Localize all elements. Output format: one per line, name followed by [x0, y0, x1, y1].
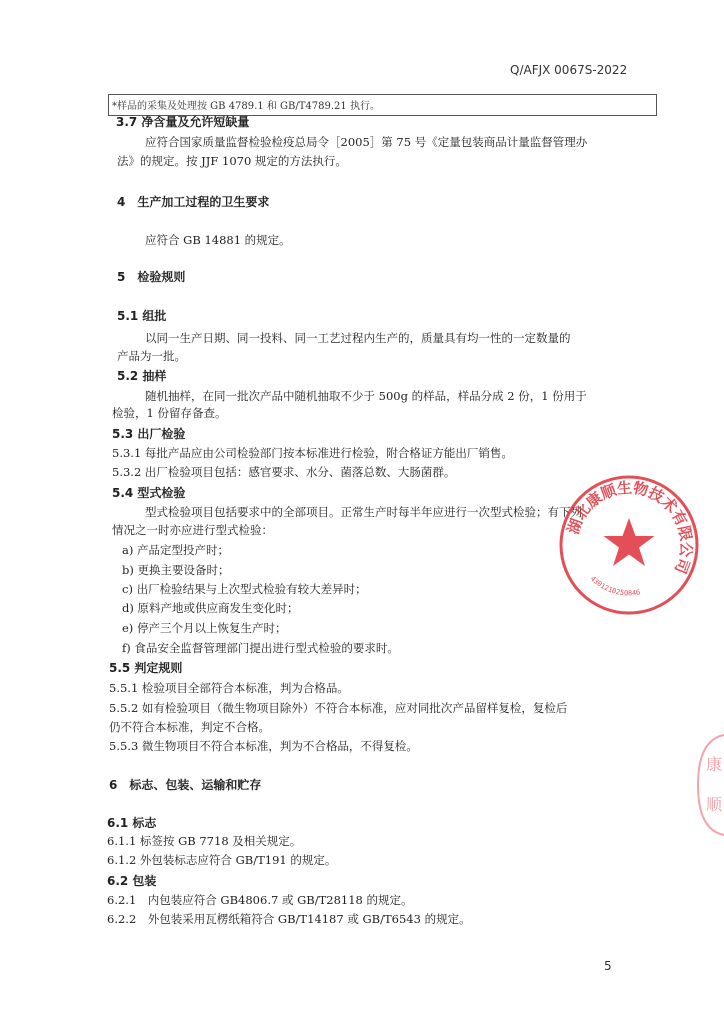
- section-5-4-para-line2: 情况之一时亦应进行型式检验：: [112, 523, 273, 537]
- section-5-2-para-line2: 检验，1 份留存备查。: [112, 406, 227, 420]
- section-5-4-para-line1: 型式检验项目包括要求中的全部项目。正常生产时每半年应进行一次型式检验；有下列: [145, 505, 582, 519]
- section-5-2-title: 5.2 抽样: [117, 369, 167, 383]
- section-6-2-1: 6.2.1 内包装应符合 GB4806.7 或 GB/T28118 的规定。: [107, 893, 413, 907]
- seal-ring-text: 湖北康顺生物技术有限公司: [564, 478, 696, 577]
- section-6-2-title: 6.2 包装: [107, 874, 157, 888]
- section-6-2-2: 6.2.2 外包装采用瓦楞纸箱符合 GB/T14187 或 GB/T6543 的规定。: [107, 912, 471, 926]
- section-5-5-1: 5.5.1 检验项目全部符合本标准，判为合格品。: [109, 681, 349, 695]
- section-5-4-item-a: a) 产品定型投产时；: [122, 543, 229, 557]
- section-5-3-1: 5.3.1 每批产品应由公司检验部门按本标准进行检验，附合格证方能出厂销售。: [112, 446, 513, 460]
- section-4-para: 应符合 GB 14881 的规定。: [145, 233, 291, 247]
- company-seal: [554, 470, 704, 620]
- section-5-5-2-line1: 5.5.2 如有检验项目（微生物项目除外）不符合本标准，应对同批次产品留样复检，复检后: [109, 701, 568, 715]
- section-6-1-1: 6.1.1 标签按 GB 7718 及相关规定。: [107, 834, 302, 848]
- section-5-4-item-e: e) 停产三个月以上恢复生产时；: [122, 621, 287, 635]
- section-3-7-title: 3.7 净含量及允许短缺量: [116, 115, 250, 129]
- section-5-4-title: 5.4 型式检验: [112, 486, 186, 500]
- section-5-1-title: 5.1 组批: [117, 309, 167, 323]
- section-6-1-2: 6.1.2 外包装标志应符合 GB/T191 的规定。: [107, 853, 337, 867]
- section-4-title: 4 生产加工过程的卫生要求: [117, 195, 270, 209]
- section-5-4-item-d: d) 原料产地或供应商发生变化时；: [122, 601, 299, 615]
- seal-number: 4301210250846: [588, 574, 641, 598]
- section-3-7-para-line2: 法》的规定。按 JJF 1070 规定的方法执行。: [117, 154, 347, 168]
- section-5-4-item-c: c) 出厂检验结果与上次型式检验有较大差异时；: [122, 582, 367, 596]
- section-5-title: 5 检验规则: [117, 270, 186, 284]
- sampling-note: *样品的采集及处理按 GB 4789.1 和 GB/T4789.21 执行。: [112, 101, 380, 112]
- section-5-4-item-f: f) 食品安全监督管理部门提出进行型式检验的要求时。: [122, 641, 399, 655]
- section-6-title: 6 标志、包装、运输和贮存: [109, 778, 262, 792]
- page-number: 5: [604, 959, 612, 973]
- edge-stamp-text-2: 顺: [706, 795, 723, 814]
- section-5-1-para-line2: 产品为一批。: [117, 349, 186, 363]
- section-5-5-3: 5.5.3 微生物项目不符合本标准，判为不合格品，不得复检。: [109, 739, 418, 753]
- section-5-5-2-line2: 仍不符合本标准，判定不合格。: [109, 720, 270, 734]
- section-5-3-2: 5.3.2 出厂检验项目包括：感官要求、水分、菌落总数、大肠菌群。: [112, 465, 456, 479]
- section-6-1-title: 6.1 标志: [107, 816, 157, 830]
- section-5-5-title: 5.5 判定规则: [109, 661, 183, 675]
- section-5-3-title: 5.3 出厂检验: [112, 427, 186, 441]
- section-5-4-item-b: b) 更换主要设备时；: [122, 563, 230, 577]
- edge-stamp: [694, 730, 724, 840]
- section-5-1-para-line1: 以同一生产日期、同一投料、同一工艺过程内生产的，质量具有均一性的一定数量的: [145, 331, 571, 345]
- section-3-7-para-line1: 应符合国家质量监督检验检疫总局令［2005］第 75 号《定量包装商品计量监督管理办: [145, 135, 588, 149]
- seal-star-icon: [604, 518, 655, 566]
- edge-stamp-text-1: 康: [706, 755, 723, 774]
- document-code: Q/AFJX 0067S-2022: [510, 63, 628, 77]
- section-5-2-para-line1: 随机抽样，在同一批次产品中随机抽取不少于 500g 的样品，样品分成 2 份，1 份用于: [145, 389, 587, 403]
